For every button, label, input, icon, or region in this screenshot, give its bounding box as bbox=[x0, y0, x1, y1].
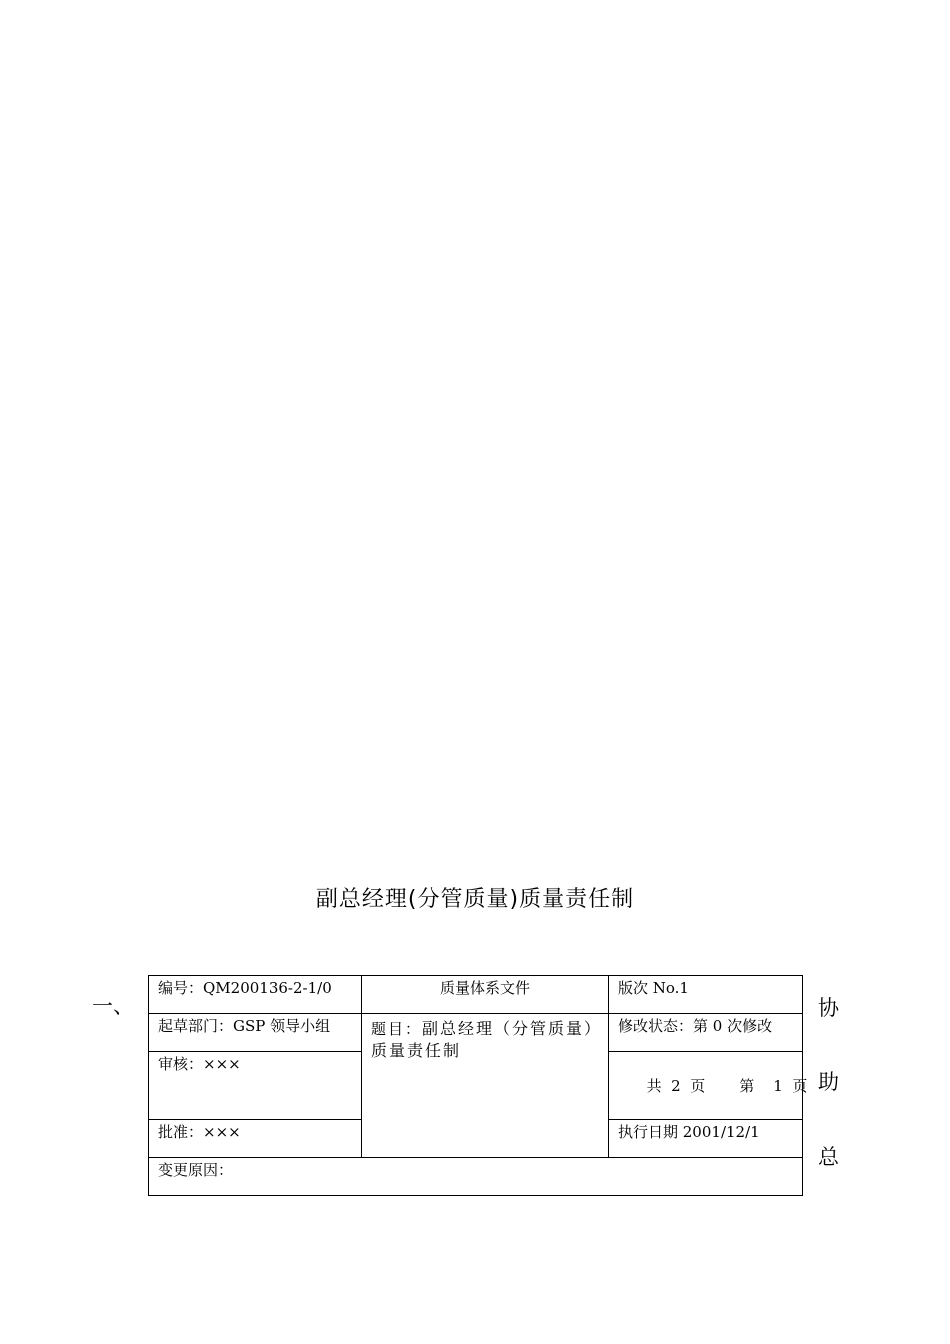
table-row bbox=[149, 1014, 803, 1052]
edition: 版次 No.1 bbox=[609, 976, 803, 1014]
drafting-department: 起草部门：GSP 领导小组 bbox=[149, 1014, 362, 1052]
section-marker: 一、 bbox=[92, 994, 134, 1018]
approver: 批准：××× bbox=[149, 1120, 362, 1158]
side-text-char: 助 bbox=[818, 1070, 839, 1094]
side-text-char: 协 bbox=[818, 996, 839, 1020]
document-type: 质量体系文件 bbox=[362, 976, 609, 1014]
side-text-char: 总 bbox=[818, 1145, 839, 1169]
document-code: 编号：QM200136-2-1/0 bbox=[149, 976, 362, 1014]
subject-value: 副总经理（分管质量）质量责任制 bbox=[371, 1019, 595, 1060]
page-current: 第 1 页 bbox=[739, 1077, 808, 1095]
subject-cell bbox=[362, 1014, 609, 1158]
change-reason: 变更原因： bbox=[149, 1158, 803, 1196]
reviewer: 审核：××× bbox=[149, 1052, 362, 1120]
table-row bbox=[149, 976, 803, 1014]
revision-status: 修改状态：第 0 次修改 bbox=[609, 1014, 803, 1052]
document-header-table bbox=[148, 975, 808, 1196]
page-count-cell bbox=[609, 1052, 808, 1120]
subject-label: 题目： bbox=[371, 1020, 423, 1038]
table-row bbox=[149, 1158, 803, 1196]
document-title: 副总经理(分管质量)质量责任制 bbox=[315, 887, 635, 912]
pages-total: 共 2 页 bbox=[646, 1077, 706, 1095]
effective-date: 执行日期 2001/12/1 bbox=[609, 1120, 803, 1158]
